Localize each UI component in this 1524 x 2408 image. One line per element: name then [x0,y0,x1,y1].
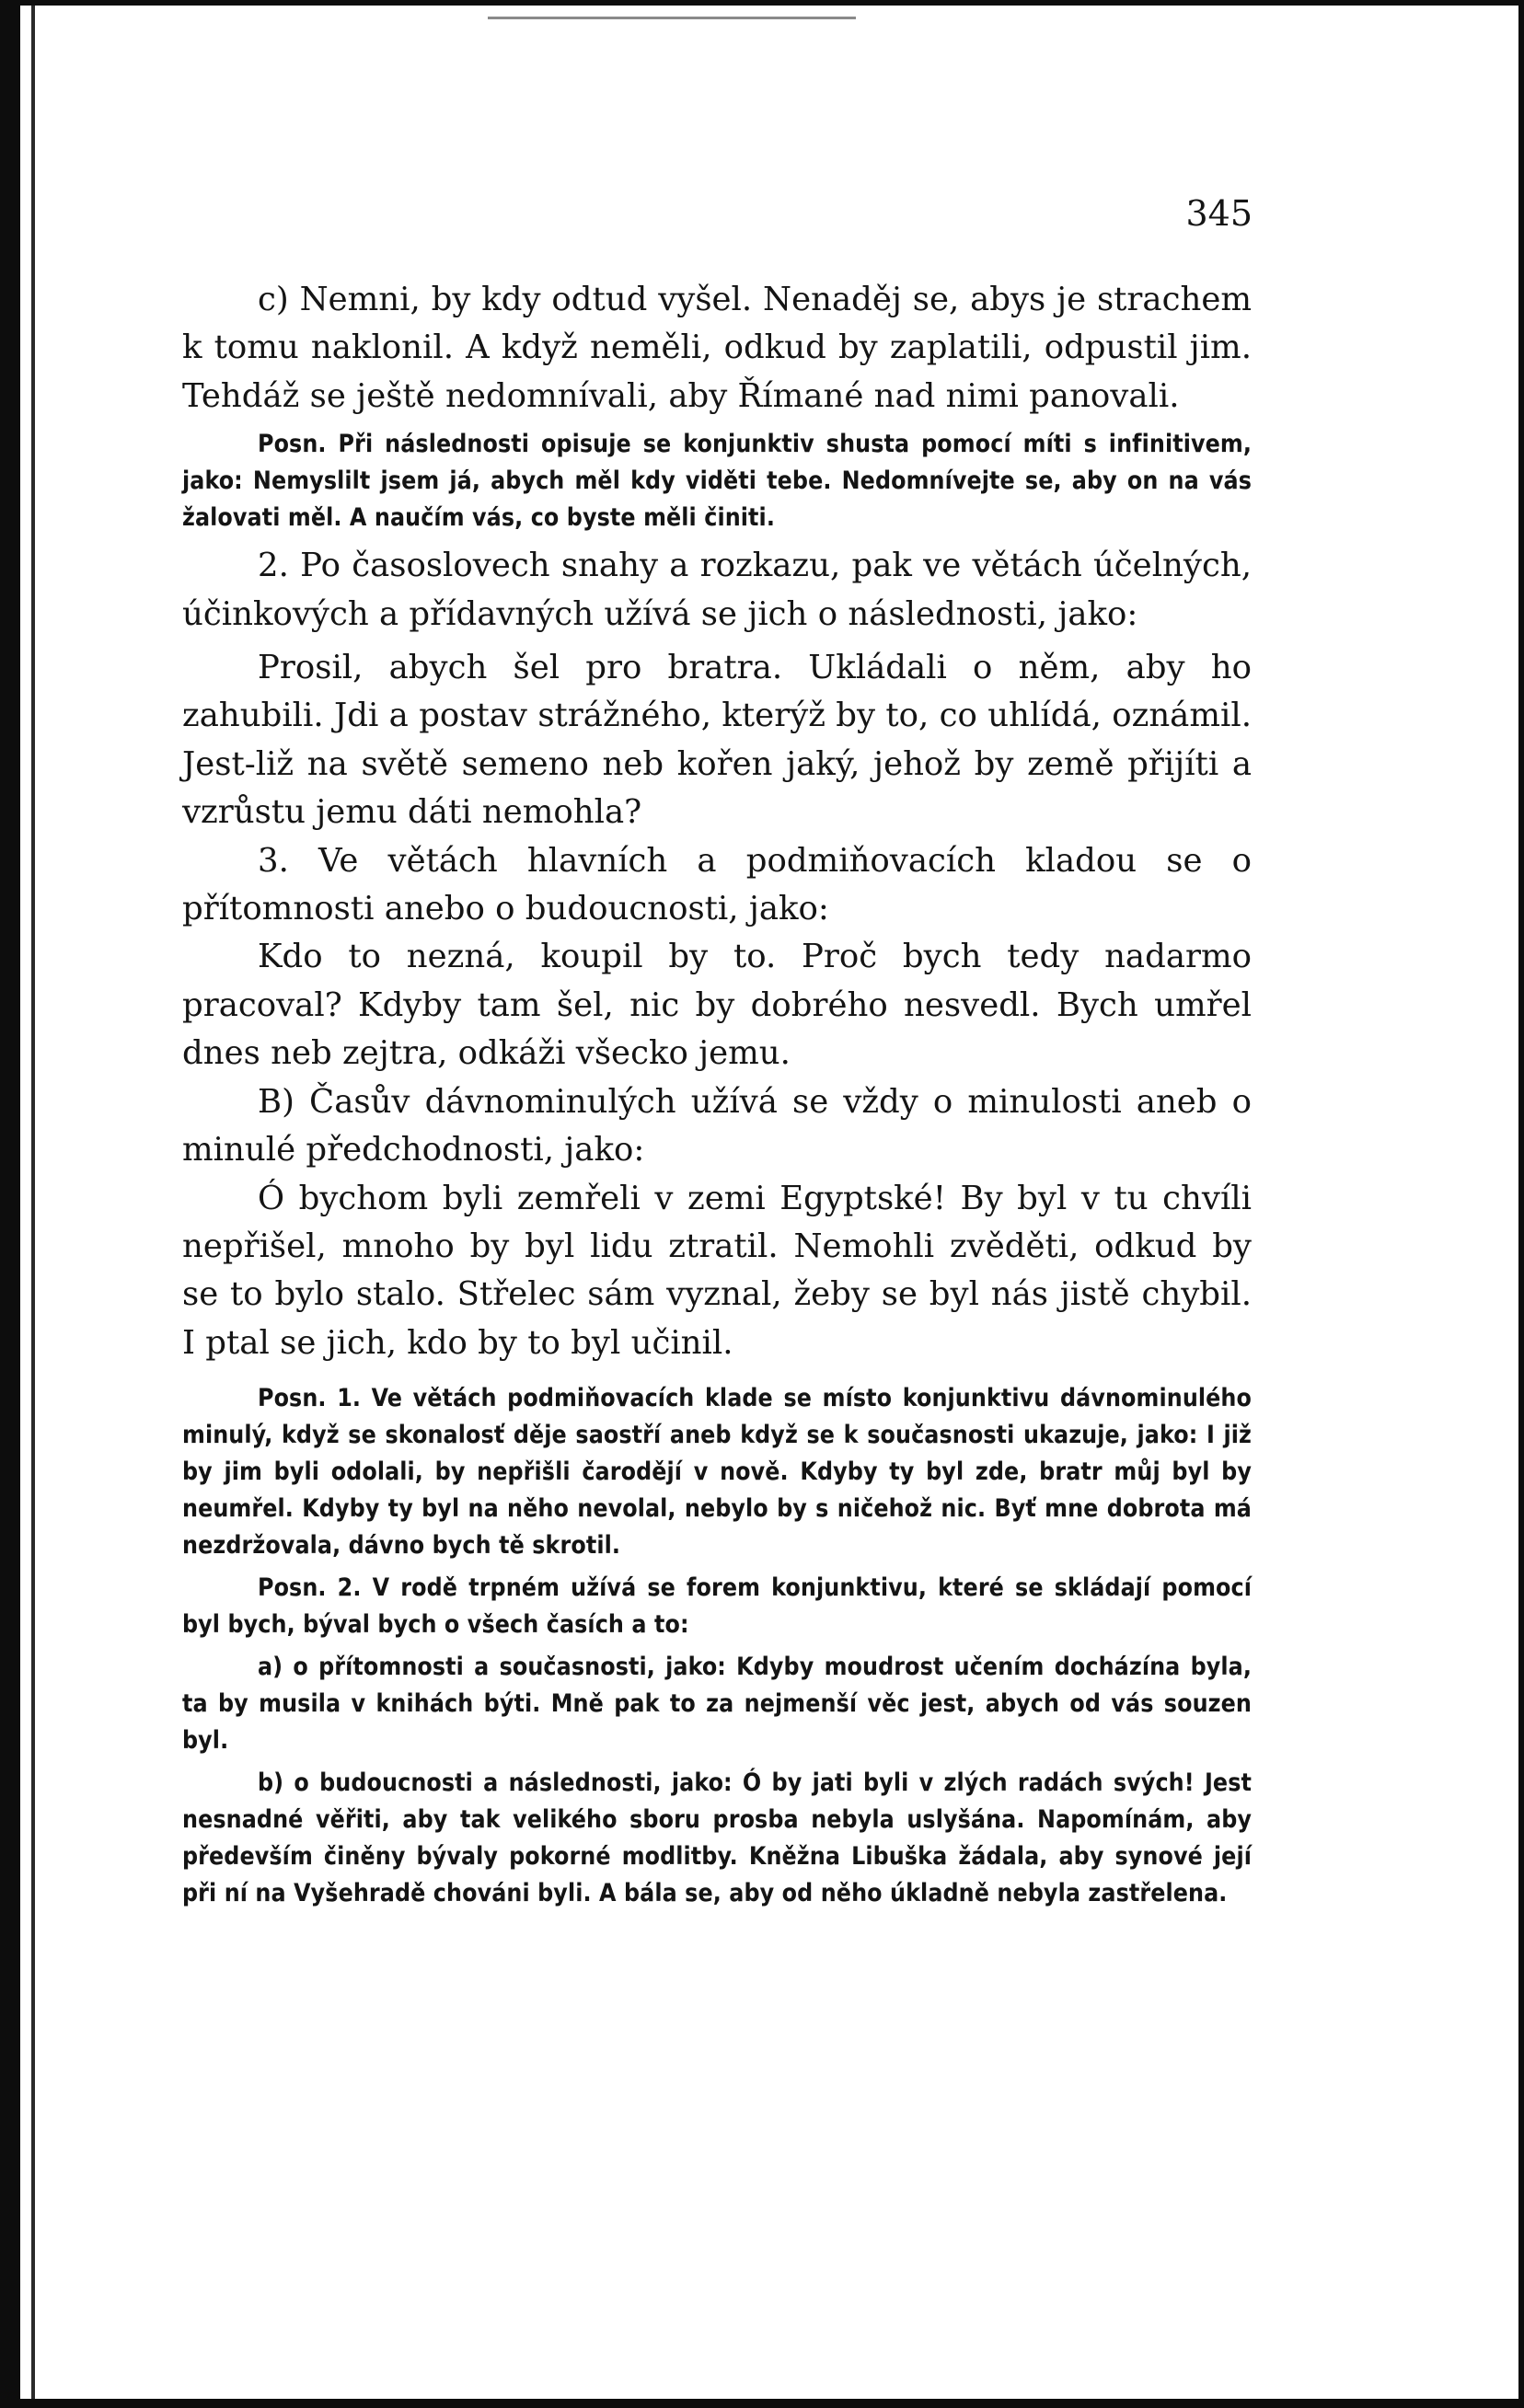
paragraph-3: 3. Ve větách hlavních a podmiňovacích kladou se o přítomnosti anebo o budoucnosti, jako: [182,841,1252,928]
note-2-a: a) o přítomnosti a současnosti, jako: Kdyby moudrost učením docházína byla, ta by musila v knihách býti. Mně pak to za nejmenší věc jest, abych od vás souzen byl. [182,1653,1252,1756]
paragraph-examples-2: Prosil, abych šel pro bratra. Ukládali o něm, aby ho zahubili. Jdi a postav strážného, kterýž by to, co uhlídá, oznámil. Jest-liž na světě semeno neb kořen jaký, jehož by země přijíti a vzrůstu jemu dáti nemohla? [182,649,1252,832]
binding-edge [31,6,35,2399]
note-1: Posn. 1. Ve větách podmiňovacích klade se místo konjunktivu dávnominulého minulý, když se skonalosť děje saostří aneb když se k současnosti ukazuje, jako: I již by jim byli odolali, by nepřišli čarodějí v nově. Kdyby ty byl zde, bratr můj byl by neumřel. Kdyby ty byl na něho nevolal, nebylo by s ničehož nic. Byť mne dobrota má nezdržovala, dávno bych tě skrotil. [182,1384,1252,1561]
page-number: 345 [1185,193,1253,234]
note-2-b: b) o budoucnosti a následnosti, jako: Ó by jati byli v zlých radách svých! Jest nesnadné věřiti, aby tak velikého sboru prosba nebyla uslyšána. Napomínám, aby především činěny bývaly pokorné modlitby. Kněžna Libuška žádala, aby synové její při ní na Vyšehradě chováni byli. A bála se, aby od něho úkladně nebyla zastřelena. [182,1769,1252,1908]
paragraph-b: B) Časův dávnominulých užívá se vždy o minulosti aneb o minulé předchodnosti, jako: [182,1082,1252,1169]
paragraph-c: c) Nemni, by kdy odtud vyšel. Nenaděj se, abys je strachem k tomu naklonil. A když neměli, odkud by zaplatili, odpustil jim. Tehdáž se ještě nedomnívali, aby Římané nad nimi panovali. [182,281,1252,415]
paragraph-2: 2. Po časoslovech snahy a rozkazu, pak ve větách účelných, účinkových a přídavných užívá se jich o následnosti, jako: [182,547,1252,633]
paragraph-examples-b: Ó bychom byli zemřeli v zemi Egyptské! By byl v tu chvíli nepřišel, mnoho by byl lidu ztratil. Nemohli zvěděti, odkud by se to bylo stalo. Střelec sám vyznal, žeby se byl nás jistě chybil. I ptal se jich, kdo by to byl učinil. [182,1179,1252,1362]
text-column [182,276,1252,1912]
note-2: Posn. 2. V rodě trpném užívá se forem konjunktivu, které se skládají pomocí byl bych, býval bych o všech časích a to: [182,1573,1252,1640]
paragraph-examples-3: Kdo to nezná, koupil by to. Proč bych tedy nadarmo pracoval? Kdyby tam šel, nic by dobrého nesvedl. Bych umřel dnes neb zejtra, odkáži všecko jemu. [182,938,1252,1073]
note-nasled: Posn. Při následnosti opisuje se konjunktiv shusta pomocí míti s infinitivem, jako: Nemyslilt jsem já, abych měl kdy viděti tebe. Nedomnívejte se, aby on na vás žalovati měl. A naučím vás, co byste měli činiti. [182,430,1252,533]
scan-smudge [488,17,856,19]
